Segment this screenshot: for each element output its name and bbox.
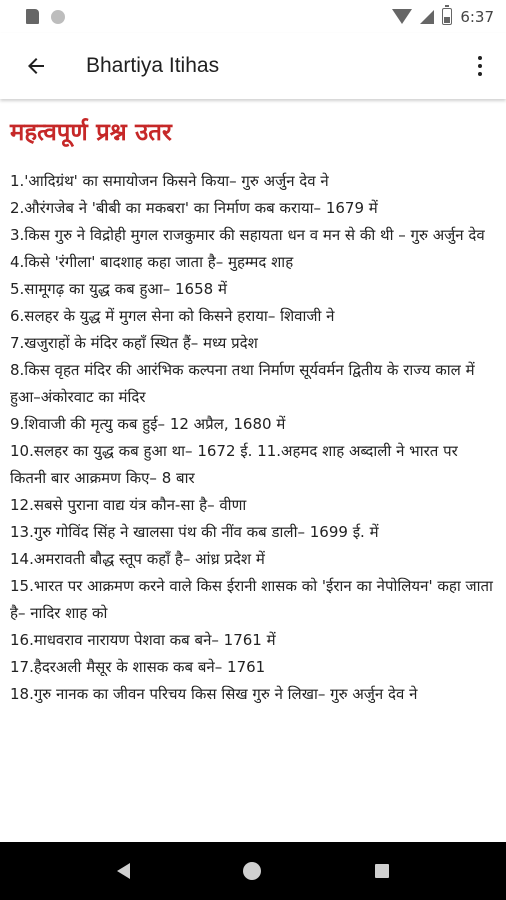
status-left xyxy=(26,9,65,24)
list-item: 1.'आदिग्रंथ' का समायोजन किसने किया– गुरु अर्जुन देव ने xyxy=(10,172,329,190)
nav-recents-icon[interactable] xyxy=(375,864,389,878)
list-item: 4.किसे 'रंगीला' बादशाह कहा जाता है– मुहम्मद शाह xyxy=(10,253,294,271)
nav-back-icon[interactable] xyxy=(117,863,130,879)
list-item: 13.गुरु गोविंद सिंह ने खालसा पंथ की नींव कब डाली– 1699 ई. में xyxy=(10,523,379,541)
sync-icon xyxy=(51,10,65,24)
list-item: 7.खजुराहों के मंदिर कहाँ स्थित हैं– मध्य प्रदेश xyxy=(10,334,258,352)
app-title: Bhartiya Itihas xyxy=(86,54,220,77)
list-item: 8.किस वृहत मंदिर की आरंभिक कल्पना तथा निर्माण सूर्यवर्मन द्वितीय के राज्य काल में हुआ–अंकोरवाट का मंदिर xyxy=(10,361,475,406)
list-item: 3.किस गुरु ने विद्रोही मुगल राजकुमार की सहायता धन व मन से की थी – गुरु अर्जुन देव xyxy=(10,226,485,244)
list-item: 18.गुरु नानक का जीवन परिचय किस सिख गुरु ने लिखा– गुरु अर्जुन देव ने xyxy=(10,685,418,703)
list-item: 16.माधवराव नारायण पेशवा कब बने– 1761 में xyxy=(10,631,276,649)
arrow-back-icon xyxy=(24,54,48,78)
list-item: 15.भारत पर आक्रमण करने वाले किस ईरानी शासक को 'ईरान का नेपोलियन' कहा जाता है– नादिर शाह को xyxy=(10,577,493,622)
more-vert-icon xyxy=(478,64,482,68)
more-options-button[interactable] xyxy=(460,38,500,94)
article-content[interactable] xyxy=(0,99,506,780)
system-nav-bar xyxy=(0,842,506,900)
list-item: 17.हैदरअली मैसूर के शासक कब बने– 1761 xyxy=(10,658,266,676)
list-item: 9.शिवाजी की मृत्यु कब हुई– 12 अप्रैल, 1680 में xyxy=(10,415,286,433)
nav-home-icon[interactable] xyxy=(243,862,261,880)
more-vert-icon xyxy=(478,72,482,76)
list-item: 6.सलहर के युद्ध में मुगल सेना को किसने हराया– शिवाजी ने xyxy=(10,307,335,325)
list-item: 14.अमरावती बौद्ध स्तूप कहाँ है– आंध्र प्रदेश में xyxy=(10,550,265,568)
sd-card-icon xyxy=(26,9,39,24)
status-right xyxy=(392,8,494,26)
list-item: 12.सबसे पुराना वाद्य यंत्र कौन-सा है– वीणा xyxy=(10,496,247,514)
back-button[interactable] xyxy=(8,38,64,94)
list-item: 10.सलहर का युद्ध कब हुआ था– 1672 ई. 11.अहमद शाह अब्दाली ने भारत पर कितनी बार आक्रमण किए– 8 बार xyxy=(10,442,458,487)
status-time: 6:37 xyxy=(460,7,494,26)
page-title: महत्वपूर्ण प्रश्न उतर xyxy=(10,118,172,146)
status-bar xyxy=(0,0,506,33)
signal-icon xyxy=(420,10,434,24)
more-vert-icon xyxy=(478,56,482,60)
qa-list xyxy=(10,168,494,708)
list-item: 2.औरंगजेब ने 'बीबी का मकबरा' का निर्माण कब कराया– 1679 में xyxy=(10,199,378,217)
list-item: 5.सामूगढ़ का युद्ध कब हुआ– 1658 में xyxy=(10,280,227,298)
wifi-icon xyxy=(392,9,412,24)
app-bar xyxy=(0,33,506,99)
battery-icon xyxy=(442,8,452,25)
